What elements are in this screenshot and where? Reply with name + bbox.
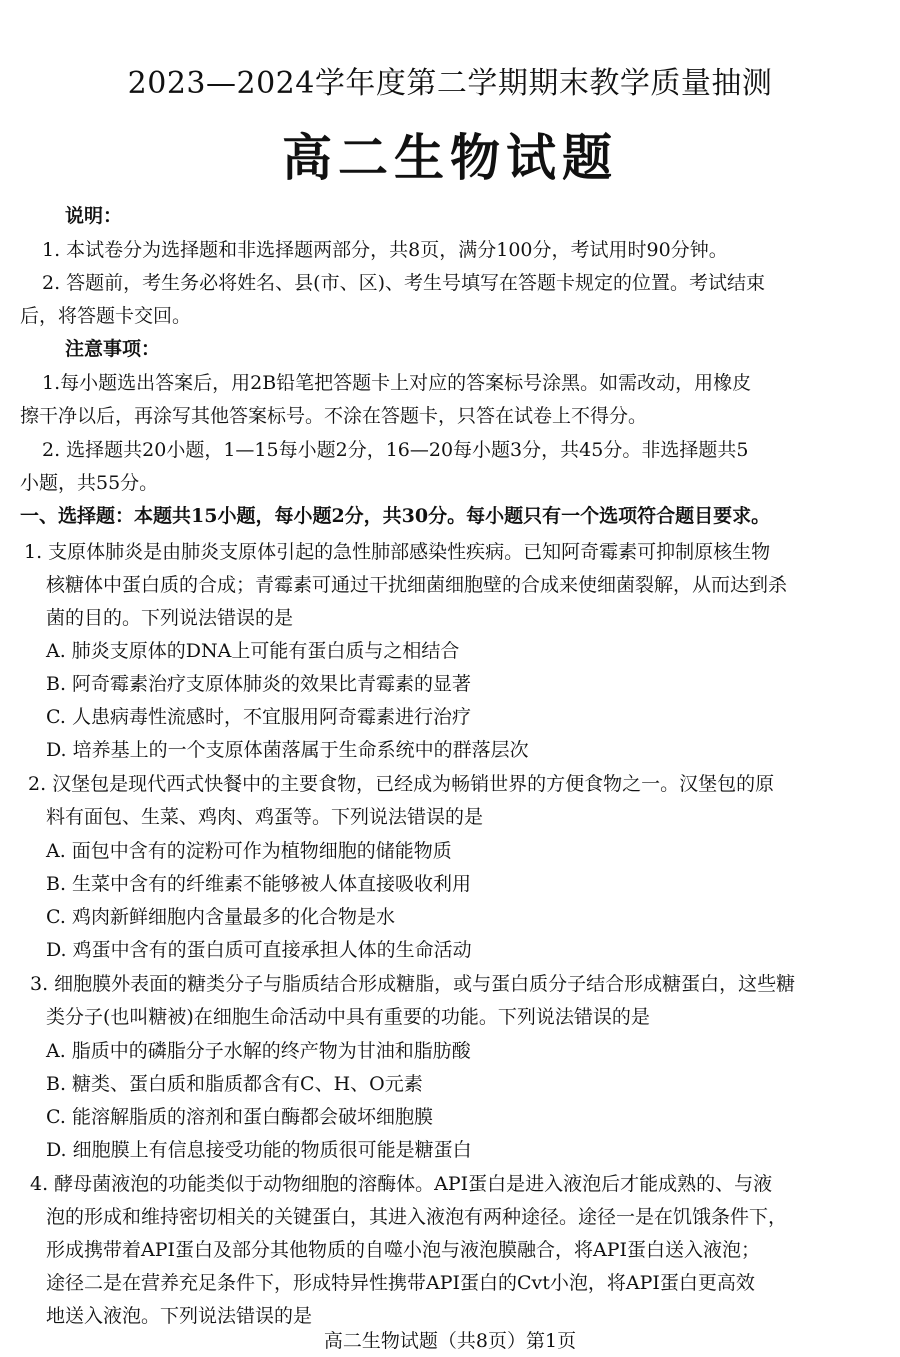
option-a: A. 脂质中的磷脂分子水解的终产物为甘油和脂肪酸 <box>46 1040 471 1062</box>
instruction-line: 2. 答题前，考生务必将姓名、县(市、区)、考生号填写在答题卡规定的位置。考试结束 <box>42 272 765 294</box>
option-c: C. 鸡肉新鲜细胞内含量最多的化合物是水 <box>46 906 395 928</box>
option-c: C. 人患病毒性流感时，不宜服用阿奇霉素进行治疗 <box>46 706 471 728</box>
instruction-line: 1. 本试卷分为选择题和非选择题两部分，共8页，满分100分，考试用时90分钟。 <box>42 239 728 261</box>
note-line: 小题，共55分。 <box>20 472 159 494</box>
option-d: D. 鸡蛋中含有的蛋白质可直接承担人体的生命活动 <box>46 939 472 961</box>
note-line: 2. 选择题共20小题，1—15每小题2分，16—20每小题3分，共45分。非选择题共5 <box>42 439 749 461</box>
exam-title: 高二生物试题 <box>282 128 618 187</box>
option-c: C. 能溶解脂质的溶剂和蛋白酶都会破坏细胞膜 <box>46 1106 433 1128</box>
option-d: D. 培养基上的一个支原体菌落属于生命系统中的群落层次 <box>46 739 529 761</box>
option-a: A. 面包中含有的淀粉可作为植物细胞的储能物质 <box>46 840 452 862</box>
option-b: B. 生菜中含有的纤维素不能够被人体直接吸收利用 <box>46 873 472 895</box>
note-line: 1.每小题选出答案后，用2B铅笔把答题卡上对应的答案标号涂黑。如需改动，用橡皮 <box>42 372 752 394</box>
section-heading: 一、选择题：本题共15小题，每小题2分，共30分。每小题只有一个选项符合题目要求。 <box>20 505 771 527</box>
question-stem: 3. 细胞膜外表面的糖类分子与脂质结合形成糖脂，或与蛋白质分子结合形成糖蛋白，这些糖 <box>30 973 796 995</box>
question-stem: 途径二是在营养充足条件下，形成特异性携带API蛋白的Cvt小泡，将API蛋白更高效 <box>46 1272 755 1294</box>
option-d: D. 细胞膜上有信息接受功能的物质很可能是糖蛋白 <box>46 1139 472 1161</box>
option-b: B. 阿奇霉素治疗支原体肺炎的效果比青霉素的显著 <box>46 673 472 695</box>
question-stem: 1. 支原体肺炎是由肺炎支原体引起的急性肺部感染性疾病。已知阿奇霉素可抑制原核生物 <box>24 541 771 563</box>
page-footer: 高二生物试题（共8页）第1页 <box>323 1330 577 1352</box>
note-line: 擦干净以后，再涂写其他答案标号。不涂在答题卡，只答在试卷上不得分。 <box>20 405 648 427</box>
option-b: B. 糖类、蛋白质和脂质都含有C、H、O元素 <box>46 1073 423 1095</box>
notes-label: 注意事项： <box>65 338 161 360</box>
question-stem: 地送入液泡。下列说法错误的是 <box>46 1305 313 1327</box>
option-a: A. 肺炎支原体的DNA上可能有蛋白质与之相结合 <box>46 640 460 662</box>
exam-header: 2023—2024学年度第二学期期末教学质量抽测 <box>127 66 773 101</box>
question-stem: 类分子(也叫糖被)在细胞生命活动中具有重要的功能。下列说法错误的是 <box>46 1006 650 1028</box>
question-stem: 泡的形成和维持密切相关的关键蛋白，其进入液泡有两种途径。途径一是在饥饿条件下， <box>46 1206 788 1228</box>
question-stem: 核糖体中蛋白质的合成；青霉素可通过干扰细菌细胞壁的合成来使细菌裂解，从而达到杀 <box>46 574 788 596</box>
instruction-line: 后，将答题卡交回。 <box>20 305 192 327</box>
question-stem: 4. 酵母菌液泡的功能类似于动物细胞的溶酶体。API蛋白是进入液泡后才能成熟的、与液 <box>30 1173 773 1195</box>
question-stem: 料有面包、生菜、鸡肉、鸡蛋等。下列说法错误的是 <box>46 806 484 828</box>
question-stem: 菌的目的。下列说法错误的是 <box>46 607 294 629</box>
instructions-label: 说明： <box>65 205 123 227</box>
question-stem: 形成携带着API蛋白及部分其他物质的自噬小泡与液泡膜融合，将API蛋白送入液泡； <box>46 1239 761 1261</box>
question-stem: 2. 汉堡包是现代西式快餐中的主要食物，已经成为畅销世界的方便食物之一。汉堡包的原 <box>28 773 775 795</box>
